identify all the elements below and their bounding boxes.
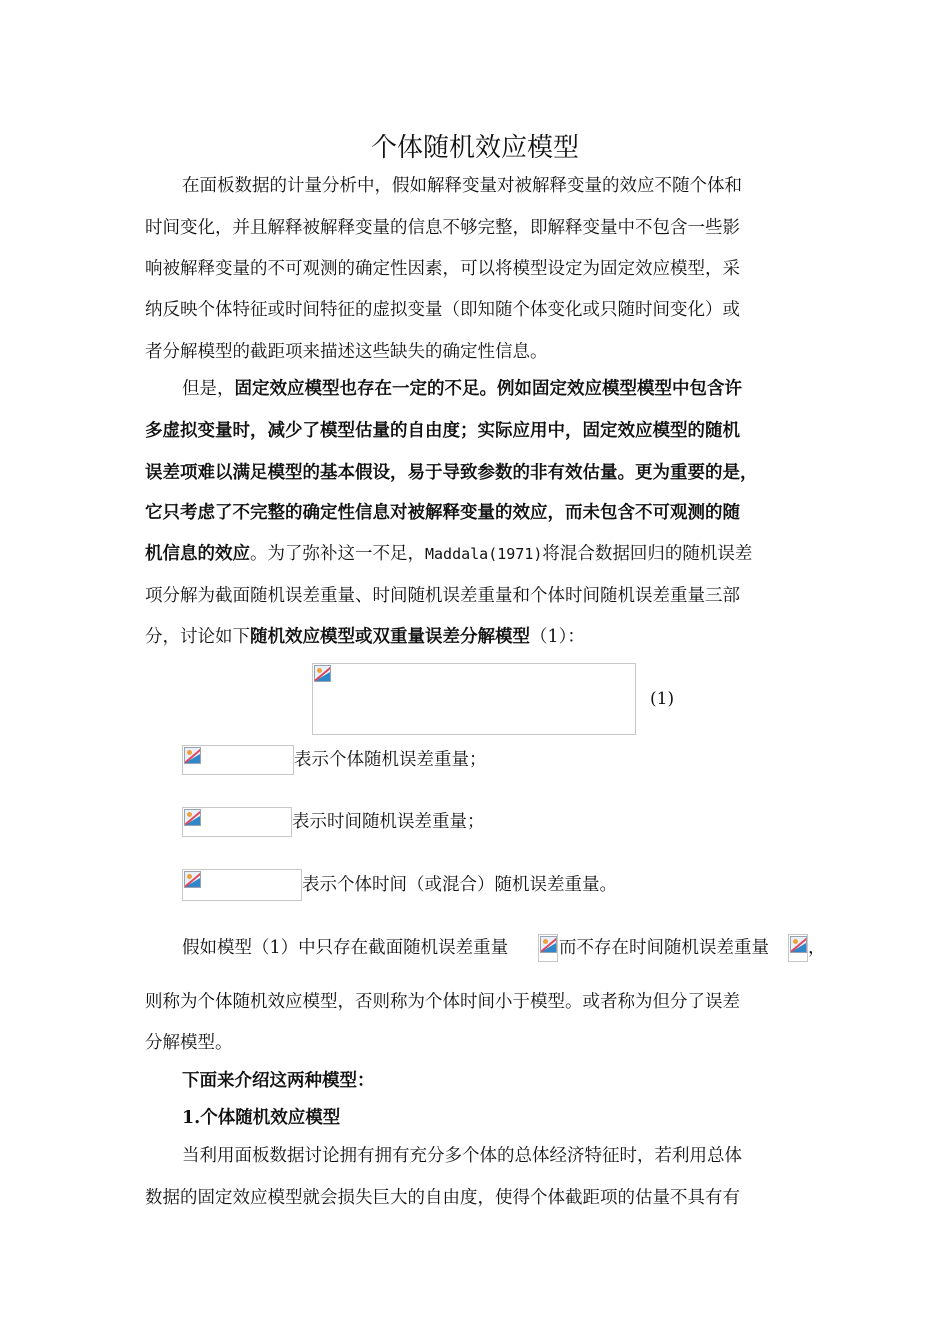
p2-tail-5: 将混合数据回归的随机误差 [542,544,753,564]
equation-image [312,663,636,735]
paragraph-2-line-6: 项分解为截面随机误差重量、时间随机误差重量和个体时间随机误差重量三部 [145,586,740,606]
broken-image-icon [184,871,201,888]
paragraph-2-line-4: 它只考虑了不完整的确定性信息对被解释变量的效应，而未包含不可观测的随 [145,503,740,523]
paragraph-1-line-1: 在面板数据的计量分析中，假如解释变量对被解释变量的效应不随个体和 [182,176,742,196]
term-image-individual [182,745,294,775]
term-time-text: 表示时间随机误差重量； [292,812,485,832]
p3-part-a: 假如模型（1）中只存在截面随机误差重量 [182,938,509,958]
paragraph-2-line-1 [182,375,862,403]
term-image-time [182,807,292,837]
p2-normal-7: 分，讨论如下 [145,627,250,647]
p3-part-c: ， [808,938,826,958]
p2-tail-7: （1）： [530,627,585,647]
paragraph-2-line-7 [145,623,825,651]
p2-bold-1: 固定效应模型也存在一定的不足。例如固定效应模型模型中包含许 [234,379,742,399]
inline-image-cross-section [538,934,558,962]
broken-image-icon [790,936,807,953]
p2-bold-7: 随机效应模型或双重量误差分解模型 [250,627,530,647]
citation-maddala: Maddala(1971) [425,545,543,563]
section-1-heading: 1.个体随机效应模型 [182,1108,341,1128]
p2-normal-5: 。为了弥补这一不足， [250,544,425,564]
term-individual-text: 表示个体随机误差重量； [294,750,487,770]
broken-image-icon [540,936,557,953]
paragraph-4-line-2: 数据的固定效应模型就会损失巨大的自由度，使得个体截距项的估量不具有有 [145,1188,740,1208]
paragraph-3-line-2: 则称为个体随机效应模型，否则称为个体时间小于模型。或者称为但分了误差 [145,992,740,1012]
inline-image-time [788,934,808,962]
paragraph-2-line-5 [145,540,825,568]
p2-lead: 但是， [182,379,235,399]
paragraph-1-line-3: 响被解释变量的不可观测的确定性因素，可以将模型设定为固定效应模型，采 [145,259,740,279]
broken-image-icon [184,747,201,764]
paragraph-4-line-1: 当利用面板数据讨论拥有拥有充分多个体的总体经济特征时，若利用总体 [182,1146,742,1166]
term-mixed-text: 表示个体时间（或混合）随机误差重量。 [302,875,617,895]
page-title: 个体随机效应模型 [370,133,579,163]
paragraph-1-line-5: 者分解模型的截距项来描述这些缺失的确定性信息。 [145,342,548,362]
paragraph-1-line-4: 纳反映个体特征或时间特征的虚拟变量（即知随个体变化或只随时间变化）或 [145,300,740,320]
p3-part-b: 而不存在时间随机误差重量 [559,938,769,958]
broken-image-icon [184,809,201,826]
paragraph-3-line-1 [182,934,508,962]
term-image-mixed [182,869,302,901]
paragraph-2-line-3: 误差项难以满足模型的基本假设，易于导致参数的非有效估量。更为重要的是， [145,463,758,483]
paragraph-3-line-3: 分解模型。 [145,1033,233,1053]
paragraph-2-line-2: 多虚拟变量时，减少了模型估量的自由度；实际应用中，固定效应模型的随机 [145,421,740,441]
broken-image-icon [314,665,331,682]
p2-bold-5: 机信息的效应 [145,544,250,564]
intro-heading: 下面来介绍这两种模型： [182,1071,375,1091]
equation-number: (1) [650,689,675,709]
paragraph-1-line-2: 时间变化，并且解释被解释变量的信息不够完整，即解释变量中不包含一些影 [145,218,740,238]
